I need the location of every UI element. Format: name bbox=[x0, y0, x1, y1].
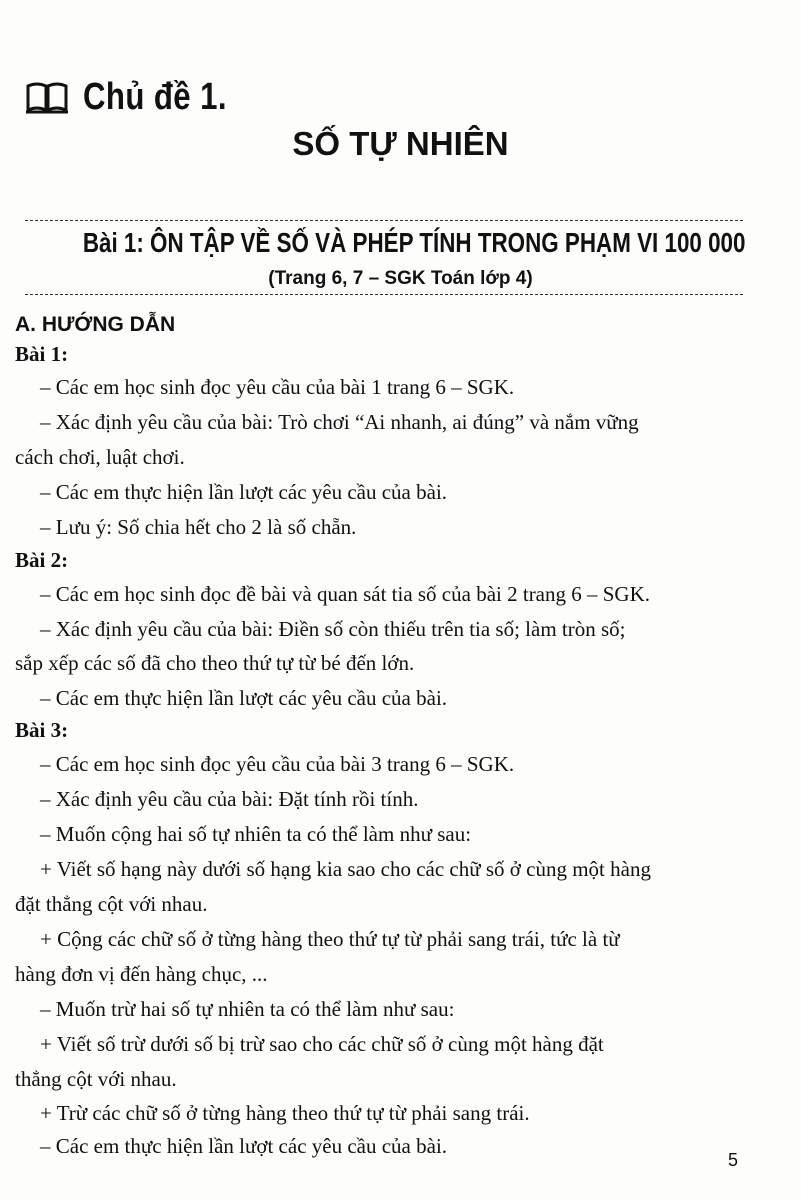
text-line: – Xác định yêu cầu của bài: Điền số còn thiếu trên tia số; làm tròn số; bbox=[40, 617, 626, 641]
exercise-3-heading: Bài 3: bbox=[15, 718, 69, 742]
text-line: – Các em thực hiện lần lượt các yêu cầu của bài. bbox=[40, 686, 448, 710]
text-line: – Muốn trừ hai số tự nhiên ta có thể làm như sau: bbox=[40, 997, 455, 1021]
text-line: – Các em học sinh đọc yêu cầu của bài 1 trang 6 – SGK. bbox=[40, 375, 515, 399]
text-line: – Các em học sinh đọc đề bài và quan sát tia số của bài 2 trang 6 – SGK. bbox=[40, 582, 651, 606]
text-line: cách chơi, luật chơi. bbox=[15, 445, 185, 469]
text-line: – Các em học sinh đọc yêu cầu của bài 3 trang 6 – SGK. bbox=[40, 752, 515, 776]
open-book-icon bbox=[25, 81, 69, 115]
text-line: + Cộng các chữ số ở từng hàng theo thứ tự từ phải sang trái, tức là từ bbox=[40, 927, 620, 951]
topic-title: SỐ TỰ NHIÊN bbox=[292, 125, 509, 162]
exercise-2-heading: Bài 2: bbox=[15, 548, 69, 572]
text-line: thẳng cột với nhau. bbox=[15, 1067, 177, 1091]
chapter-heading bbox=[25, 76, 259, 119]
text-line: đặt thẳng cột với nhau. bbox=[15, 892, 208, 916]
lesson-reference: (Trang 6, 7 – SGK Toán lớp 4) bbox=[268, 268, 533, 289]
text-line: + Viết số trừ dưới số bị trừ sao cho các chữ số ở cùng một hàng đặt bbox=[40, 1032, 604, 1056]
text-line: hàng đơn vị đến hàng chục, ... bbox=[15, 962, 268, 986]
text-line: – Muốn cộng hai số tự nhiên ta có thể làm như sau: bbox=[40, 822, 472, 846]
exercise-1-heading: Bài 1: bbox=[15, 342, 69, 366]
text-line: – Các em thực hiện lần lượt các yêu cầu của bài. bbox=[40, 480, 448, 504]
text-line: – Xác định yêu cầu của bài: Trò chơi “Ai nhanh, ai đúng” và nắm vững bbox=[40, 410, 639, 434]
text-line: + Trừ các chữ số ở từng hàng theo thứ tự từ phải sang trái. bbox=[40, 1101, 530, 1125]
text-line: – Lưu ý: Số chia hết cho 2 là số chẵn. bbox=[40, 515, 357, 539]
text-line: – Các em thực hiện lần lượt các yêu cầu của bài. bbox=[40, 1134, 448, 1158]
chapter-label: Chủ đề 1. bbox=[83, 76, 227, 118]
text-line: + Viết số hạng này dưới số hạng kia sao cho các chữ số ở cùng một hàng bbox=[40, 857, 651, 881]
divider-bottom bbox=[25, 294, 743, 295]
text-line: – Xác định yêu cầu của bài: Đặt tính rồi tính. bbox=[40, 787, 419, 811]
divider-top bbox=[25, 220, 743, 221]
section-heading: A. HƯỚNG DẪN bbox=[15, 313, 176, 336]
page-number: 5 bbox=[728, 1150, 739, 1170]
lesson-title: Bài 1: ÔN TẬP VỀ SỐ VÀ PHÉP TÍNH TRONG PHẠM VI 100 000 bbox=[82, 227, 746, 258]
text-line: sắp xếp các số đã cho theo thứ tự từ bé đến lớn. bbox=[15, 651, 415, 675]
